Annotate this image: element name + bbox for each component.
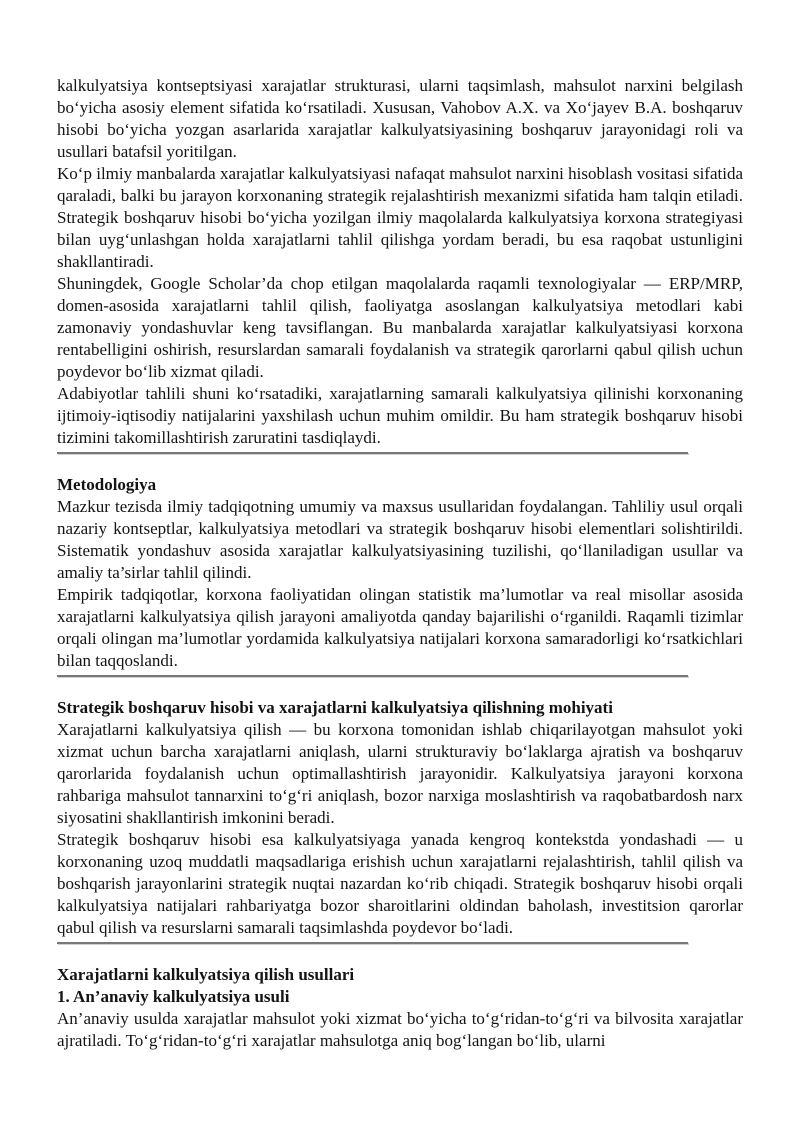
paragraph-costing-definition: Xarajatlarni kalkulyatsiya qilish — bu korxona tomonidan ishlab chiqarilayotgan mahsulot yoki xizmat uchun barcha xarajatlarni aniqlash, ularni strukturaviy bo‘laklarga ajratish va boshqaruv qarorlarida foydalanish uchun optimallashtirish jarayonidir. Kalkulyatsiya jarayoni korxona rahbariga mahsulot tannarxini to‘g‘ri aniqlash, bozor narxiga moslashtirish va raqobatbardosh narx siyosatini shakllantirish imkonini beradi.	[57, 720, 743, 827]
paragraph-methodology-analytical: Mazkur tezisda ilmiy tadqiqotning umumiy va maxsus usullaridan foydalangan. Tahliliy usul orqali nazariy kontseptlar, kalkulyatsiya metodlari va strategik boshqaruv hisobi elementlari solishtirildi. Sistematik yondashuv asosida xarajatlar kalkulyatsiyasining tuzilishi, qo‘llaniladigan usullar va amaliy ta’sirlar tahlil qilindi.	[57, 497, 743, 582]
section-heading-strategic-accounting: Strategik boshqaruv hisobi va xarajatlarni kalkulyatsiya qilishning mohiyati	[57, 698, 613, 717]
horizontal-rule	[57, 452, 688, 454]
horizontal-rule	[57, 675, 688, 677]
subsection-heading-traditional-method: 1. An’anaviy kalkulyatsiya usuli	[57, 987, 290, 1006]
paragraph-literature-continuation: kalkulyatsiya kontseptsiyasi xarajatlar strukturasi, ularni taqsimlash, mahsulot narxini belgilash bo‘yicha asosiy element sifatida ko‘rsatiladi. Xususan, Vahobov A.X. va Xo‘jayev B.A. boshqaruv hisobi bo‘yicha yozgan asarlarida xarajatlar kalkulyatsiyasining boshqaruv jarayonidagi roli va usullari batafsil yoritilgan.	[57, 76, 743, 161]
section-heading-methodology: Metodologiya	[57, 475, 157, 494]
paragraph-literature-conclusion: Adabiyotlar tahlili shuni ko‘rsatadiki, xarajatlarning samarali kalkulyatsiya qilinishi korxonaning ijtimoiy-iqtisodiy natijalarini yaxshilash uchun muhim omildir. Bu ham strategik boshqaruv hisobi tizimini takomillashtirish zaruratini tasdiqlaydi.	[57, 384, 743, 447]
paragraph-methodology-empirical: Empirik tadqiqotlar, korxona faoliyatidan olingan statistik ma’lumotlar va real misollar asosida xarajatlarni kalkulyatsiya qilish jarayoni amaliyotda qanday bajarilishi o‘rganildi. Raqamli tizimlar orqali olingan ma’lumotlar yordamida kalkulyatsiya natijalari korxona samaradorligi ko‘rsatkichlari bilan taqqoslandi.	[57, 585, 743, 670]
paragraph-scientific-sources: Ko‘p ilmiy manbalarda xarajatlar kalkulyatsiyasi nafaqat mahsulot narxini hisoblash vositasi sifatida qaraladi, balki bu jarayon korxonaning strategik rejalashtirish mexanizmi sifatida ham talqin etiladi. Strategik boshqaruv hisobi bo‘yicha yozilgan ilmiy maqolalarda kalkulyatsiya korxona strategiyasi bilan uyg‘unlashgan holda xarajatlarni tahlil qilishga yordam beradi, bu esa raqobat ustunligini shakllantiradi.	[57, 164, 743, 271]
paragraph-traditional-method: An’anaviy usulda xarajatlar mahsulot yoki xizmat bo‘yicha to‘g‘ridan-to‘g‘ri va bilvosita xarajatlar ajratiladi. To‘g‘ridan-to‘g‘ri xarajatlar mahsulotga aniq bog‘langan bo‘lib, ularni	[57, 1009, 743, 1050]
section-heading-costing-methods: Xarajatlarni kalkulyatsiya qilish usullari	[57, 965, 355, 984]
horizontal-rule	[57, 942, 688, 944]
paragraph-strategic-context: Strategik boshqaruv hisobi esa kalkulyatsiyaga yanada kengroq kontekstda yondashadi — u korxonaning uzoq muddatli maqsadlariga erishish uchun xarajatlarni rejalashtirish, tahlil qilish va boshqarish jarayonlarini strategik nuqtai nazardan ko‘rib chiqadi. Strategik boshqaruv hisobi orqali kalkulyatsiya natijalari rahbariyatga bozor sharoitlarini oldindan baholash, investitsion qarorlar qabul qilish va resurslarni samarali taqsimlashda poydevor bo‘ladi.	[57, 830, 743, 937]
paragraph-google-scholar: Shuningdek, Google Scholar’da chop etilgan maqolalarda raqamli texnologiyalar — ERP/MRP, domen-asosida xarajatlarni tahlil qilish, faoliyatga asoslangan kalkulyatsiya metodlari kabi zamonaviy yondashuvlar keng tavsiflangan. Bu manbalarda xarajatlar kalkulyatsiyasi korxona rentabelligini oshirish, resurslardan samarali foydalanish va strategik qarorlarni qabul qilish uchun poydevor bo‘lib xizmat qiladi.	[57, 274, 743, 381]
